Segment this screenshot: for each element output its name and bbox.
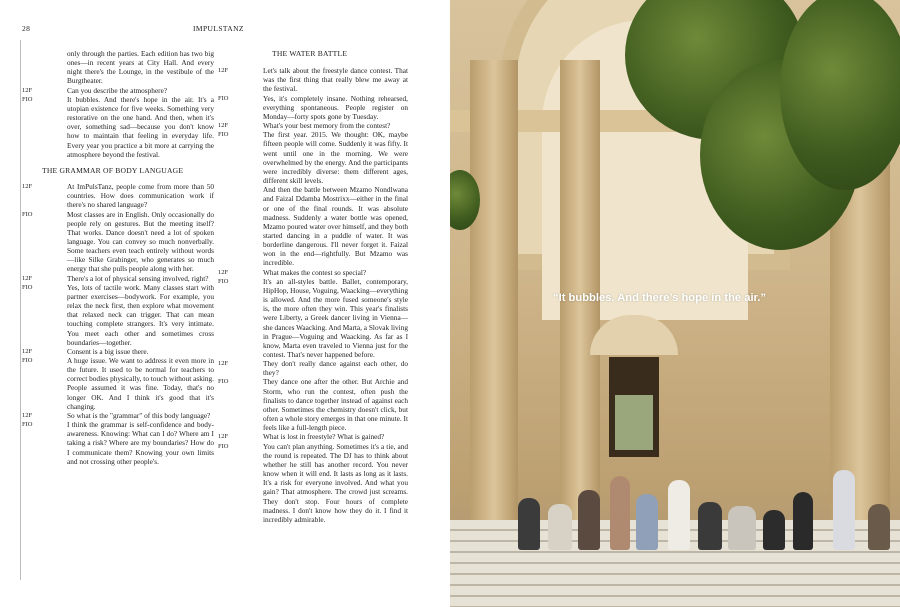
speaker-label: FIO (218, 94, 229, 102)
paragraph-text: It bubbles. And there's hope in the air. It's a utopian existence for five weeks. Something very restorative on the one hand. And then, when it's over, something sad—because you don't know how to maintain that feeling in everyday life. Every year you practice a bit more at carrying the atmosphere beyond the festival. (67, 94, 214, 159)
paragraph-text: only through the parties. Each edition has two big ones—in recent years at City Hall. And every night there's the Lounge, in the vestibule of the Burgtheater. (67, 49, 214, 86)
text-column-2 (218, 49, 408, 524)
crowd-on-steps (518, 470, 900, 550)
interview-paragraph (218, 94, 408, 121)
section-heading-water-battle: THE WATER BATTLE (272, 49, 348, 58)
pull-quote: “It bubbles. And there’s hope in the air.” (553, 292, 766, 304)
interview-paragraph (22, 283, 214, 347)
speaker-label: 12F (218, 360, 229, 368)
speaker-label: 12F (218, 433, 229, 441)
speaker-label: 12F (22, 347, 33, 355)
speaker-label: FIO (22, 421, 33, 429)
paragraph-text: Can you describe the atmosphere? (67, 85, 168, 95)
paragraph-text: What makes the contest so special? (263, 267, 367, 277)
paragraph-text: What is lost in freestyle? What is gained? (263, 432, 385, 442)
page-number: 28 (22, 24, 31, 33)
section-heading-grammar: THE GRAMMAR OF BODY LANGUAGE (42, 165, 184, 175)
photo-page (450, 0, 900, 607)
speaker-label: 12F (22, 183, 33, 191)
text-column-1 (22, 49, 214, 466)
pillar-left (470, 60, 518, 530)
interview-paragraph (22, 95, 214, 159)
interview-paragraph (22, 182, 214, 209)
paragraph-text: You can't plan anything. Sometimes it's a tie, and the round is repeated. The DJ has to think about whether he still has another record. You never know when it will end. It lasts as long as it lasts. It's a risk for everyone involved. And what you gain? That atmosphere. The crowd just screams. They don't stop. Four hours of complete madness. I don't know how they do it. I find it incredibly admirable. (263, 441, 408, 524)
speaker-label: FIO (218, 277, 229, 285)
paragraph-text: Let's talk about the freestyle dance contest. That was the first thing that really blew me away at the festival. (263, 66, 408, 94)
interview-paragraph (22, 274, 214, 283)
interview-paragraph (22, 420, 214, 466)
margin-rule (20, 40, 21, 580)
magazine-title: IMPULSTANZ (193, 24, 244, 33)
paragraph-text: I think the grammar is self-confidence and body-awareness. Knowing: What can I do? Where am I taking a risk? Where are my boundaries? How do I communicate them? Knowing your own limits and not crossing other people's. (67, 420, 214, 466)
speaker-label: FIO (22, 95, 33, 103)
paragraph-text: It's an all-styles battle. Ballet, contemporary, HipHop, House, Voguing, Waacking—everything is allowed. And the more fused someone's style is, the more often they win. This year's finalists were Liberty, a Greek dancer living in Vienna—she dances Waacking. And Marta, a Slovak living in Prague—Voguing and Waacking. As far as I know, Marta even traveled to Vienna just for the contest. That's never happened before. (263, 276, 408, 359)
running-header (22, 24, 428, 36)
interview-paragraph (218, 66, 408, 93)
speaker-label: FIO (218, 378, 229, 386)
paragraph-text: They don't really dance against each other, do they? (263, 359, 408, 378)
interview-paragraph (218, 277, 408, 359)
paragraph-text: And then the battle between Mzamo Nondlwana and Faizal Ddamba Mostrixx—either in the final or one of the final rounds. It was absolute madness. Suddenly a water bottle was opened, Mzamo poured water over himself, and they both started dancing in a puddle of water. It was borderline dangerous. I'll never forget it. Faizal won in the end—rightfully. But Mzamo was incredible. (263, 185, 408, 268)
speaker-label: 12F (218, 67, 229, 75)
interview-paragraph (218, 432, 408, 441)
speaker-label: 12F (22, 274, 33, 282)
door-window (615, 395, 653, 450)
interview-paragraph (218, 359, 408, 377)
interview-paragraph (22, 347, 214, 356)
interview-paragraph (218, 121, 408, 130)
speaker-label: 12F (22, 86, 33, 94)
interview-paragraph (218, 377, 408, 432)
paragraph-text: Yes, lots of tactile work. Many classes start with partner exercises—bodywork. For example, you relax the neck first, then explore what movement that relaxed neck can trigger. That can mean touching complete strangers. It's very intimate. You meet each other and sometimes cross boundaries—together. (67, 282, 214, 347)
speaker-label: 12F (22, 411, 33, 419)
paragraph-text: A huge issue. We want to address it even more in the future. It used to be normal for teachers to correct bodies physically, to touch without asking. People assumed it was fine. Today, that's no longer OK. And I think it's good that it's changing. (67, 356, 214, 411)
interview-paragraph (22, 411, 214, 420)
paragraph-text: What's your best memory from the contest? (263, 121, 391, 131)
paragraph-text: Most classes are in English. Only occasionally do people rely on gestures. But the meeting itself? That works. Dance doesn't need a lot of spoken language. You can convey so much nonverbally. Some teachers even teach entirely without words—like Silke Grabinger, who generates so much energy that she pulls people along with her. (67, 209, 214, 274)
interview-paragraph (22, 49, 214, 86)
speaker-label: FIO (22, 357, 33, 364)
speaker-label: FIO (218, 131, 229, 139)
paragraph-text: There's a lot of physical sensing involved, right? (67, 273, 209, 283)
interview-paragraph (22, 356, 214, 411)
interview-paragraph (218, 130, 408, 185)
paragraph-text: So what is the "grammar" of this body language? (67, 410, 211, 420)
speaker-label: FIO (22, 210, 33, 218)
paragraph-text: They dance one after the other. But Archie and Storm, who run the contest, often push the finalists to dance together instead of against each other. Sometimes the chemistry doesn't click, but often a whole story emerges in that one minute. It feels like a full-length piece. (263, 377, 408, 433)
interview-paragraph (218, 185, 408, 267)
speaker-label: FIO (22, 283, 33, 291)
paragraph-text: Consent is a big issue there. (67, 346, 149, 356)
paragraph-text: Yes, it's completely insane. Nothing rehearsed, everything spontaneous. People register on Monday—forty spots gone by Tuesday. (263, 93, 408, 121)
speaker-label (22, 49, 67, 86)
paragraph-text: The first year. 2015. We thought: OK, maybe fifteen people will come. Suddenly it was fifty. It went until one in the morning. We were overwhelmed by the energy. And the participants were incredibly diverse: them different ages, different skill levels. (263, 130, 408, 186)
speaker-label (218, 185, 263, 267)
interview-paragraph (218, 442, 408, 524)
speaker-label: 12F (218, 122, 229, 130)
interview-paragraph (218, 268, 408, 277)
speaker-label: 12F (218, 268, 229, 276)
paragraph-text: At ImPulsTanz, people come from more than 50 countries. How does communication work if there's no shared language? (67, 182, 214, 210)
interview-paragraph (22, 86, 214, 95)
interview-paragraph (22, 210, 214, 274)
speaker-label: FIO (218, 442, 229, 450)
